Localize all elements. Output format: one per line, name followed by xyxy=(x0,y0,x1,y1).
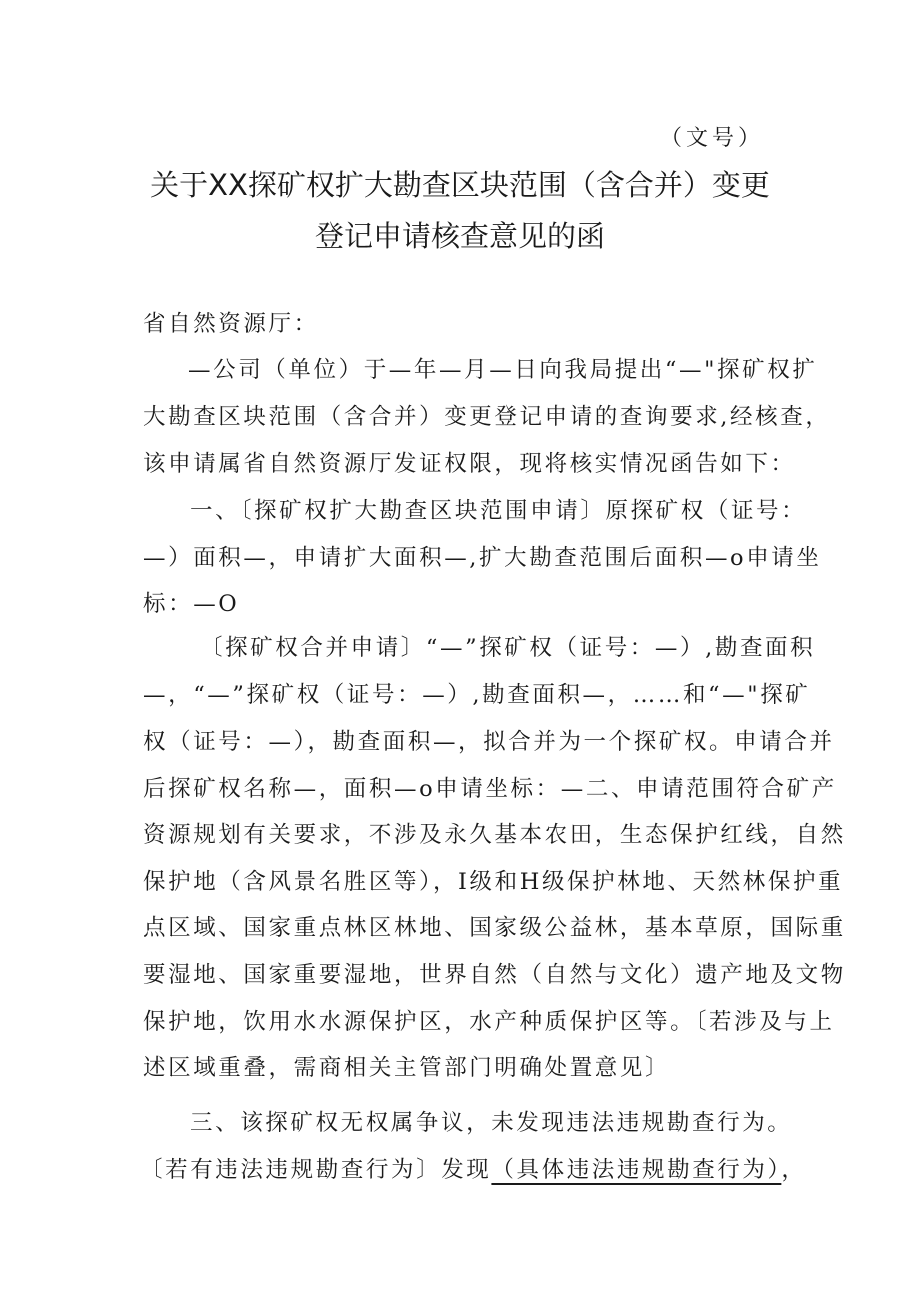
body-line: 保护地，饮用水水源保护区，水产种质保护区等。〔若涉及与上 xyxy=(143,1009,835,1035)
body-line: —）面积—，申请扩大面积—,扩大勘查范围后面积—o申请坐 xyxy=(143,545,822,571)
body-line: 述区域重叠，需商相关主管部门明确处置意见〕 xyxy=(143,1055,671,1081)
final-line-suffix: ， xyxy=(781,1157,807,1183)
body-line: 要湿地、国家重要湿地，世界自然（自然与文化）遗产地及文物 xyxy=(143,962,846,988)
body-line: —公司（单位）于—年—月—日向我局提出“—"探矿权扩 xyxy=(188,357,818,383)
body-line: 资源规划有关要求，不涉及永久基本农田，生态保护红线，自然 xyxy=(143,822,846,848)
final-line xyxy=(140,1155,806,1185)
body-line: 大勘查区块范围（含合并）变更登记申请的查询要求,经核查， xyxy=(143,404,831,430)
salutation: 省自然资源厅： xyxy=(143,311,319,337)
underlined-placeholder: （具体违法违规勘查行为） xyxy=(491,1157,782,1183)
body-line: 一、〔探矿权扩大勘查区块范围申请〕原探矿权（证号： xyxy=(190,498,807,524)
body-line: 标：—O xyxy=(143,591,240,617)
document-title-line-1: 关于XX探矿权扩大勘查区块范围（含合并）变更 xyxy=(150,168,770,202)
document-title-line-2: 登记申请核查意见的函 xyxy=(314,219,605,253)
body-line: 三、该探矿权无权属争议，未发现违法违规勘查行为。 xyxy=(190,1110,793,1136)
body-line: 该申请属省自然资源厅发证权限，现将核实情况函告如下： xyxy=(143,451,796,477)
body-line: 权（证号：—），勘查面积—，拟合并为一个探矿权。申请合并 xyxy=(143,729,835,755)
document-number: （文号） xyxy=(660,126,765,151)
body-line: 保护地（含风景名胜区等），I级和H级保护林地、天然林保护重 xyxy=(143,869,844,895)
body-line: —，“—”探矿权（证号：—）,勘查面积—，……和“—"探矿 xyxy=(143,682,811,708)
body-line: 点区域、国家重点林区林地、国家级公益林，基本草原，国际重 xyxy=(143,915,846,941)
body-line: 后探矿权名称—，面积—o申请坐标：—二、申请范围符合矿产 xyxy=(143,776,837,802)
final-line-prefix: 〔若有违法违规勘查行为〕发现 xyxy=(140,1157,492,1183)
body-line: 〔探矿权合并申请〕“—”探矿权（证号：—）,勘查面积 xyxy=(200,635,816,661)
